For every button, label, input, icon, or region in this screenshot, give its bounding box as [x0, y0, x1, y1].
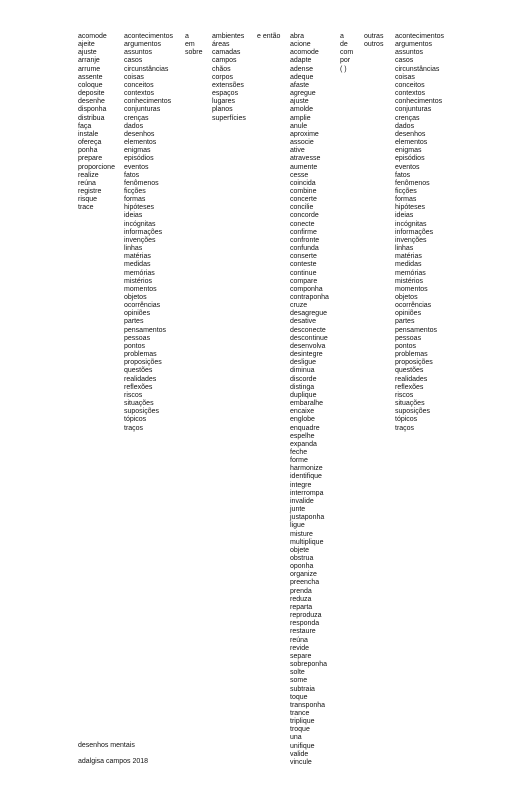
word-item: amolde: [290, 106, 313, 114]
word-item: suposições: [395, 408, 431, 416]
word-item: problemas: [395, 351, 428, 359]
work-title: desenhos mentais: [78, 742, 135, 749]
word-item: traços: [395, 424, 415, 432]
word-item: crenças: [395, 114, 420, 122]
word-item: harmonize: [290, 465, 323, 473]
word-item: conteste: [290, 261, 317, 269]
word-item: matérias: [395, 253, 422, 261]
word-item: ideias: [395, 212, 414, 220]
word-item: mistérios: [124, 277, 153, 285]
word-item: obstrua: [290, 555, 314, 562]
word-item: desagregue: [290, 310, 327, 318]
word-item: opiniões: [124, 310, 151, 318]
word-item: concorde: [290, 212, 319, 220]
word-item: interrompa: [290, 489, 324, 497]
word-item: revide: [290, 644, 310, 652]
word-item: invenções: [124, 236, 156, 244]
word-item: expanda: [290, 440, 317, 448]
word-item: abra: [290, 33, 305, 40]
word-item: separe: [290, 652, 312, 660]
word-item: camadas: [212, 49, 241, 57]
word-item: subtraia: [290, 685, 315, 693]
word-item: aproxime: [290, 130, 319, 138]
word-item: coincida: [290, 179, 316, 187]
word-item: ajuste: [290, 98, 309, 106]
word-item: reproduza: [290, 612, 322, 620]
word-item: triplique: [290, 718, 315, 726]
word-item: extensões: [212, 81, 244, 89]
word-item: linhas: [395, 245, 414, 253]
word-item: questões: [395, 367, 424, 375]
word-item: anule: [290, 122, 308, 130]
word-item: desenhos: [395, 130, 426, 138]
word-item: confronte: [290, 236, 320, 244]
word-item: duplique: [290, 391, 317, 399]
word-item: multiplique: [290, 538, 324, 546]
word-item: hipóteses: [395, 204, 425, 212]
word-item: adeque: [290, 73, 314, 81]
word-item: valide: [290, 750, 309, 758]
word-item: contextos: [124, 90, 154, 98]
word-item: descontinue: [290, 334, 328, 342]
word-item: lugares: [212, 98, 235, 106]
word-item: momentos: [395, 285, 428, 293]
word-item: encaixe: [290, 408, 315, 416]
word-item: incógnitas: [395, 220, 427, 228]
word-item: amplie: [290, 114, 311, 122]
word-item: ligue: [290, 522, 305, 530]
word-item: risque: [78, 196, 98, 204]
word-item: a: [185, 33, 189, 40]
word-item: hipóteses: [124, 204, 154, 212]
word-item: eventos: [395, 163, 420, 171]
word-item: pontos: [395, 342, 417, 350]
word-item: reparta: [290, 603, 313, 611]
word-item: formas: [124, 196, 146, 204]
word-item: circunstâncias: [395, 65, 440, 73]
word-item: arrume: [78, 65, 101, 73]
word-item: episódios: [124, 155, 154, 163]
word-item: informações: [395, 228, 434, 236]
word-item: dados: [124, 122, 144, 130]
word-item: objetos: [395, 294, 418, 301]
word-item: espaços: [212, 90, 239, 98]
word-item: troque: [290, 726, 310, 734]
word-item: a: [340, 33, 344, 40]
word-item: englobe: [290, 416, 315, 424]
word-item: forme: [290, 457, 308, 465]
word-item: ofereça: [78, 139, 102, 147]
word-item: memórias: [395, 269, 426, 277]
word-item: tópicos: [395, 416, 418, 424]
word-item: corpos: [212, 73, 234, 81]
word-item: misture: [290, 530, 313, 538]
word-item: realidades: [124, 375, 157, 383]
column-prepositions-2: [340, 33, 353, 74]
word-item: superfícies: [212, 114, 246, 122]
word-item: una: [290, 734, 302, 742]
word-item: combine: [290, 187, 317, 195]
word-item: identifique: [290, 473, 322, 481]
word-item: faça: [78, 122, 92, 130]
word-item: registre: [78, 187, 102, 195]
word-item: outras: [364, 33, 384, 40]
word-item: unifique: [290, 742, 315, 750]
word-item: campos: [212, 57, 237, 65]
word-item: acomode: [290, 49, 319, 57]
word-item: vincule: [290, 758, 312, 766]
word-item: conecte: [290, 220, 315, 228]
word-item: fenômenos: [395, 179, 430, 187]
word-item: sobre: [185, 49, 203, 57]
word-item: prepare: [78, 155, 103, 163]
word-item: feche: [290, 448, 308, 456]
word-item: componha: [290, 285, 323, 293]
word-item: desenhos: [124, 130, 155, 138]
word-item: trance: [290, 709, 310, 717]
word-item: coisas: [124, 73, 144, 81]
word-item: assuntos: [124, 49, 153, 57]
word-item: desligue: [290, 359, 317, 367]
word-item: de: [340, 41, 348, 49]
word-item: solte: [290, 669, 305, 677]
word-item: concerte: [290, 196, 317, 204]
word-item: prenda: [290, 587, 312, 595]
word-item: diminua: [290, 367, 315, 375]
word-item: em: [185, 41, 195, 49]
word-item: acomode: [78, 33, 107, 40]
word-item: reúna: [78, 179, 96, 187]
word-item: arranje: [78, 57, 100, 65]
word-item: coisas: [395, 73, 415, 81]
word-item: momentos: [124, 285, 157, 293]
word-item: suposições: [124, 408, 160, 416]
word-item: restaure: [290, 628, 316, 636]
word-item: agregue: [290, 90, 316, 98]
word-item: conceitos: [395, 81, 425, 89]
word-item: partes: [395, 318, 415, 326]
word-item: com: [340, 49, 354, 57]
word-item: pensamentos: [124, 326, 167, 334]
word-item: desative: [290, 318, 317, 326]
word-item: formas: [395, 196, 417, 204]
word-item: desintegre: [290, 351, 323, 359]
word-item: reflexões: [395, 383, 424, 391]
word-item: fatos: [395, 171, 411, 179]
word-item: pessoas: [395, 334, 422, 342]
word-item: cruze: [290, 302, 308, 310]
word-item: integre: [290, 481, 312, 489]
word-item: distribua: [78, 114, 105, 122]
word-item: acontecimentos: [124, 33, 174, 40]
word-item: ( ): [340, 65, 347, 73]
word-item: ficções: [395, 187, 417, 195]
word-item: instale: [78, 130, 99, 138]
word-item: concilie: [290, 204, 314, 212]
word-item: opiniões: [395, 310, 422, 318]
word-item: contraponha: [290, 294, 329, 301]
word-item: outros: [364, 41, 384, 49]
word-item: confunda: [290, 245, 319, 253]
word-item: desenvolva: [290, 342, 326, 350]
word-item: memórias: [124, 269, 155, 277]
word-item: desconecte: [290, 326, 326, 334]
word-item: reflexões: [124, 383, 153, 391]
word-item: dados: [395, 122, 415, 130]
word-item: ficções: [124, 187, 146, 195]
word-item: justaponha: [290, 514, 325, 522]
word-item: mistérios: [395, 277, 424, 285]
word-item: elementos: [395, 139, 428, 147]
word-item: junte: [290, 506, 306, 514]
word-item: compare: [290, 277, 318, 285]
word-item: cesse: [290, 171, 309, 179]
word-item: coloque: [78, 81, 103, 89]
word-item: crenças: [124, 114, 149, 122]
word-item: deposite: [78, 90, 105, 98]
word-item: distinga: [290, 383, 315, 391]
word-item: argumentos: [395, 41, 432, 49]
word-item: transponha: [290, 701, 326, 709]
word-item: casos: [395, 57, 414, 65]
word-item: chãos: [212, 65, 231, 73]
word-item: casos: [124, 57, 143, 65]
word-item: riscos: [124, 391, 143, 399]
word-item: incógnitas: [124, 220, 156, 228]
word-item: circunstâncias: [124, 65, 169, 73]
word-item: conserte: [290, 253, 317, 261]
word-item: partes: [124, 318, 144, 326]
word-item: associe: [290, 139, 314, 147]
word-item: oponha: [290, 563, 314, 571]
column-places: [212, 33, 246, 123]
word-item: invenções: [395, 236, 427, 244]
word-item: contextos: [395, 90, 425, 98]
word-item: ajeite: [78, 41, 95, 49]
word-item: eventos: [124, 163, 149, 171]
word-item: fatos: [124, 171, 140, 179]
word-item: ocorrências: [124, 302, 161, 310]
word-item: enquadre: [290, 424, 320, 432]
word-item: ideias: [124, 212, 143, 220]
word-item: afaste: [290, 81, 310, 89]
word-item: conhecimentos: [395, 98, 443, 106]
word-item: responda: [290, 620, 320, 628]
word-item: espelhe: [290, 432, 315, 440]
word-item: ative: [290, 147, 305, 155]
word-item: situações: [124, 400, 154, 408]
column-verbs-1: [78, 33, 115, 212]
word-item: conhecimentos: [124, 98, 172, 106]
word-item: conjunturas: [124, 106, 161, 114]
word-item: proposições: [395, 359, 433, 367]
word-item: matérias: [124, 253, 151, 261]
word-item: ajuste: [78, 49, 97, 57]
word-item: objete: [290, 546, 310, 554]
word-item: situações: [395, 400, 425, 408]
column-conjunction: [257, 33, 280, 41]
word-item: objetos: [124, 294, 147, 301]
word-item: reduza: [290, 595, 312, 603]
word-item: preencha: [290, 579, 320, 587]
word-item: enigmas: [124, 147, 151, 155]
word-item: assente: [78, 73, 103, 81]
word-item: elementos: [124, 139, 157, 147]
word-item: informações: [124, 228, 163, 236]
word-item: ocorrências: [395, 302, 432, 310]
word-item: continue: [290, 269, 317, 277]
word-item: realize: [78, 171, 99, 179]
word-item: adense: [290, 65, 313, 73]
word-item: trace: [78, 204, 94, 212]
word-item: desenhe: [78, 98, 105, 106]
word-item: reúna: [290, 636, 308, 644]
column-determiners: [364, 33, 383, 49]
word-item: proposições: [124, 359, 162, 367]
word-item: realidades: [395, 375, 428, 383]
word-item: pessoas: [124, 334, 151, 342]
word-item: ambientes: [212, 33, 245, 40]
word-item: confirme: [290, 228, 317, 236]
word-item: episódios: [395, 155, 425, 163]
word-item: problemas: [124, 351, 157, 359]
word-item: questões: [124, 367, 153, 375]
word-item: embaralhe: [290, 400, 324, 408]
word-item: pontos: [124, 342, 146, 350]
word-item: tópicos: [124, 416, 147, 424]
column-nouns-2: [395, 33, 444, 433]
word-item: argumentos: [124, 41, 161, 49]
column-verbs-2: [290, 33, 329, 767]
word-item: some: [290, 677, 308, 685]
word-item: organize: [290, 571, 317, 579]
word-item: e então: [257, 33, 281, 40]
word-item: conceitos: [124, 81, 154, 89]
word-item: medidas: [395, 261, 422, 269]
word-item: áreas: [212, 41, 230, 49]
word-item: adapte: [290, 57, 312, 65]
word-item: traços: [124, 424, 144, 432]
word-item: conjunturas: [395, 106, 432, 114]
word-item: discorde: [290, 375, 317, 383]
word-item: toque: [290, 693, 308, 701]
word-item: linhas: [124, 245, 143, 253]
word-item: proporcione: [78, 163, 115, 171]
word-item: invalide: [290, 497, 314, 505]
column-prepositions-1: [185, 33, 203, 57]
word-item: acione: [290, 41, 311, 49]
word-item: riscos: [395, 391, 414, 399]
word-item: planos: [212, 106, 233, 114]
word-item: assuntos: [395, 49, 424, 57]
word-item: fenômenos: [124, 179, 159, 187]
word-item: medidas: [124, 261, 151, 269]
word-item: disponha: [78, 106, 107, 114]
word-item: atravesse: [290, 155, 321, 163]
word-item: pensamentos: [395, 326, 438, 334]
author-credit: adalgisa campos 2018: [78, 758, 149, 765]
word-item: sobreponha: [290, 661, 327, 669]
column-nouns-1: [124, 33, 173, 433]
word-item: acontecimentos: [395, 33, 445, 40]
word-item: por: [340, 57, 351, 65]
word-item: aumente: [290, 163, 318, 171]
word-item: ponha: [78, 147, 98, 155]
word-item: enigmas: [395, 147, 422, 155]
